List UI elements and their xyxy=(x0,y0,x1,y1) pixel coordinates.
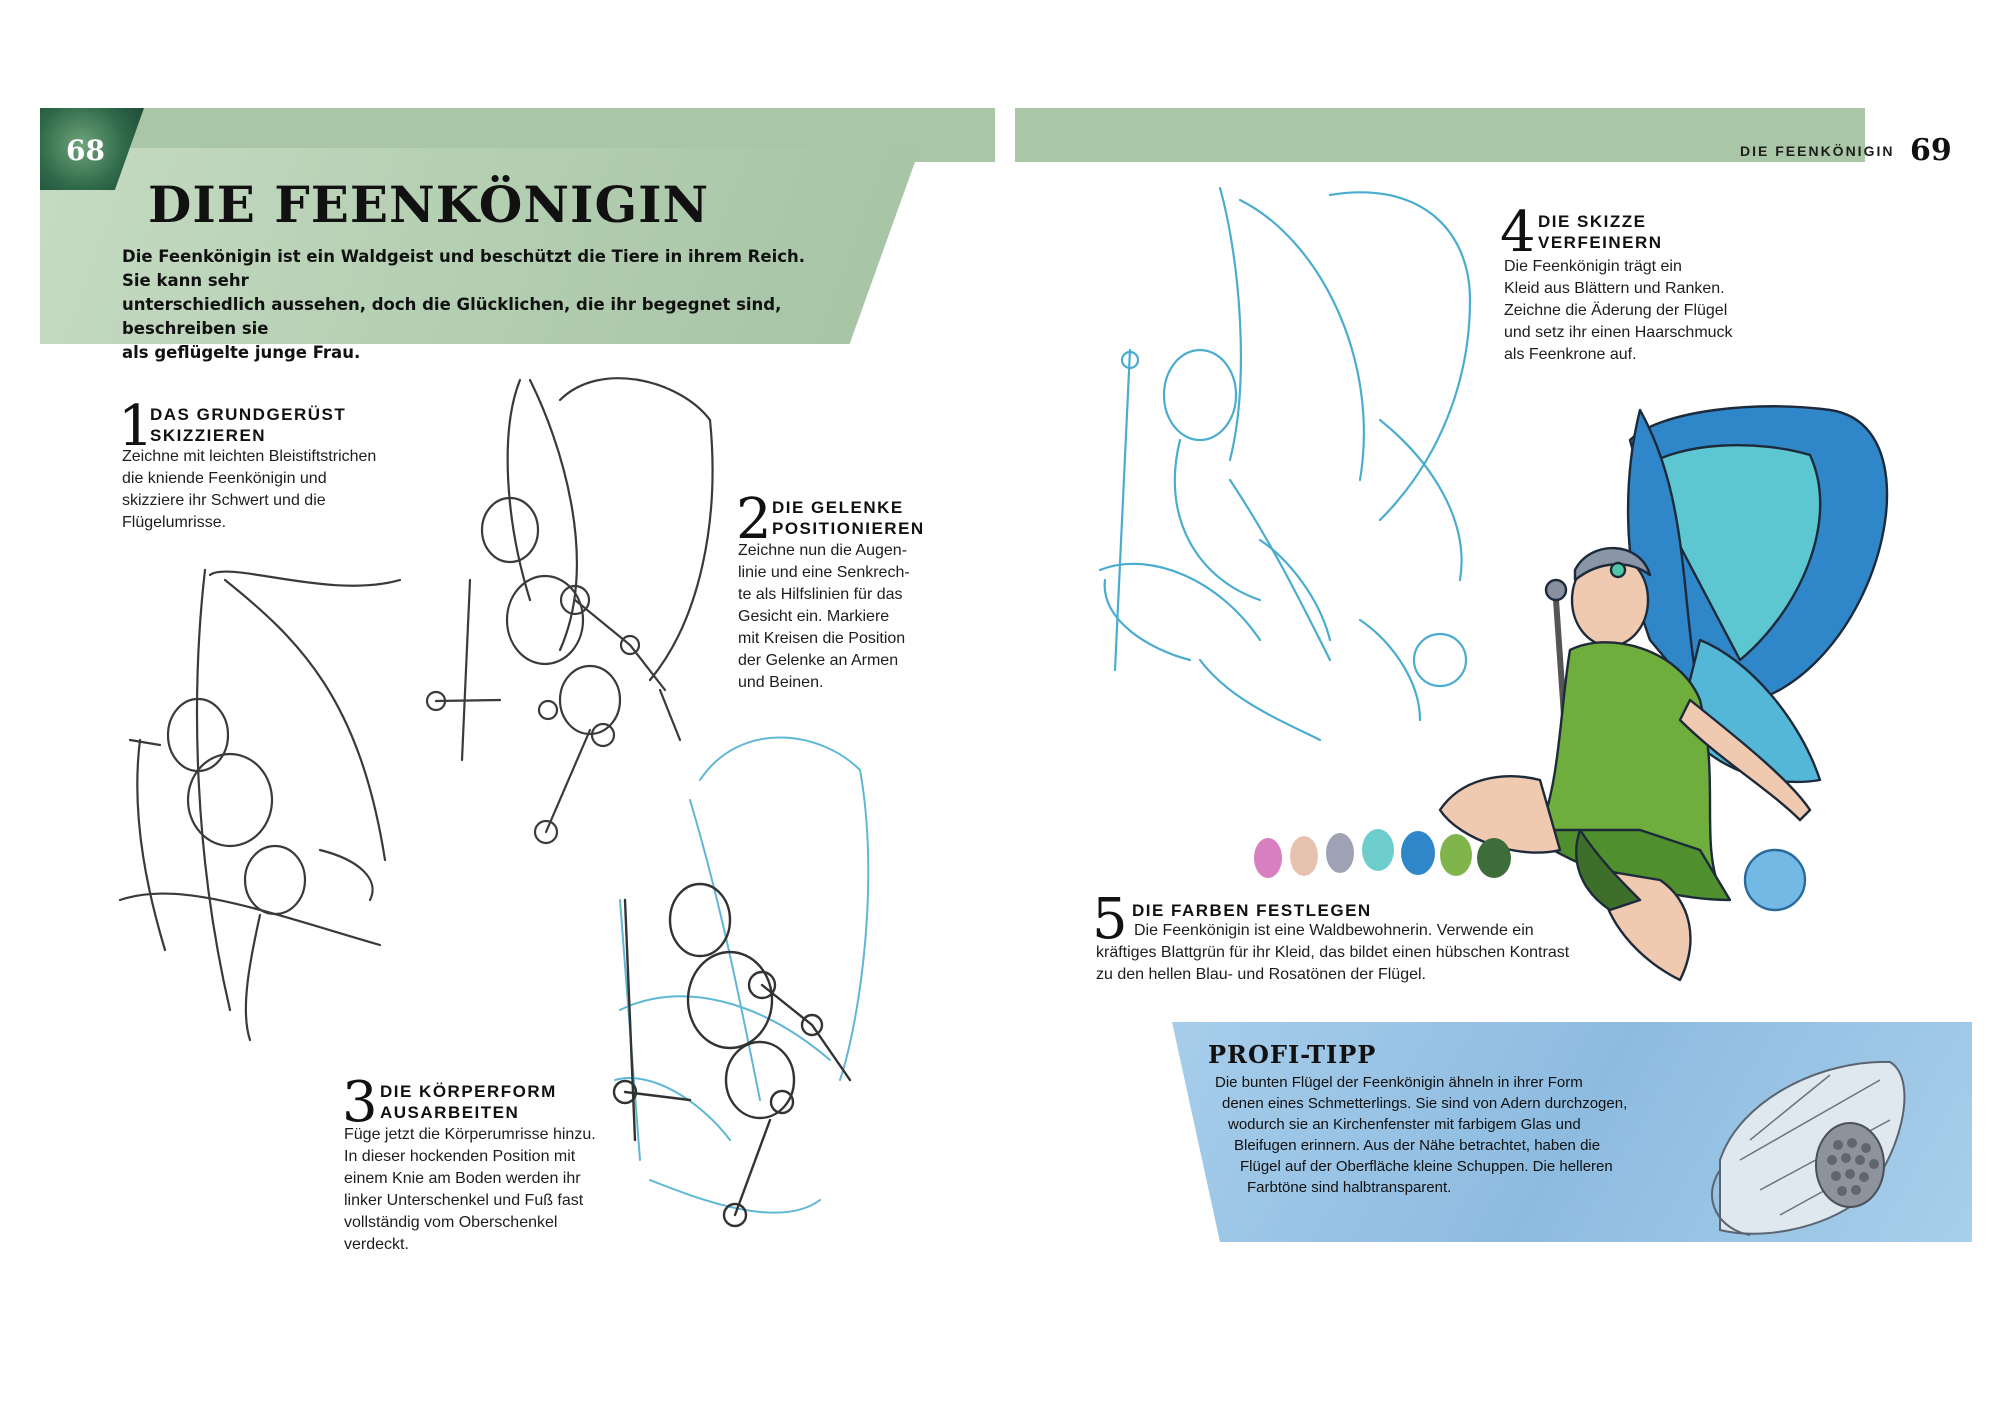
intro-line: als geflügelte junge Frau. xyxy=(122,343,361,362)
step-body-line: Die Feenkönigin trägt ein xyxy=(1504,258,1682,275)
step-body-line: vollständig vom Oberschenkel xyxy=(344,1214,558,1231)
step-4-number: 4 xyxy=(1500,200,1536,265)
step-body-line: als Feenkrone auf. xyxy=(1504,346,1637,363)
step-body-line: mit Kreisen die Position xyxy=(738,630,906,647)
step-body-line: Gesicht ein. Markiere xyxy=(738,608,890,625)
tip-line: Die bunten Flügel der Feenkönigin ähneln in ihrer Form xyxy=(1215,1074,1583,1091)
step-body-line: die kniende Feenkönigin und xyxy=(122,470,327,487)
running-header: DIE FEENKÖNIGIN xyxy=(1740,143,1895,159)
step-body-line: In dieser hockenden Position mit xyxy=(344,1148,576,1165)
page-number-right: 69 xyxy=(1910,133,1952,168)
step-body-line: Die Feenkönigin ist eine Waldbewohnerin. Verwende ein xyxy=(1134,922,1534,939)
step-title-line: POSITIONIEREN xyxy=(772,519,925,538)
step-title-line: SKIZZIEREN xyxy=(150,426,267,445)
step-body-line: Zeichne mit leichten Bleistiftstrichen xyxy=(122,448,377,465)
tip-line: Flügel auf der Oberfläche kleine Schuppen. Die helleren xyxy=(1240,1158,1613,1175)
step-body-line: Kleid aus Blättern und Ranken. xyxy=(1504,280,1725,297)
step-body-line: te als Hilfslinien für das xyxy=(738,586,903,603)
step-title-line: DIE KÖRPERFORM xyxy=(380,1082,557,1101)
step-1-number: 1 xyxy=(118,394,154,459)
step-body-line: Flügelumrisse. xyxy=(122,514,227,531)
step-body-line: kräftiges Blattgrün für ihr Kleid, das bildet einen hübschen Kontrast xyxy=(1096,944,1570,961)
step-body-line: und Beinen. xyxy=(738,674,824,691)
page-number-left: 68 xyxy=(66,134,105,167)
step3-body-sketch xyxy=(614,738,868,1227)
step-body-line: zu den hellen Blau- und Rosatönen der Flügel. xyxy=(1096,966,1426,983)
step-title-line: DIE FARBEN FESTLEGEN xyxy=(1132,901,1372,920)
step-title-line: VERFEINERN xyxy=(1538,233,1663,252)
step-title-line: AUSARBEITEN xyxy=(380,1103,520,1122)
step-body-line: Zeichne die Äderung der Flügel xyxy=(1504,302,1728,319)
step-body-line: skizziere ihr Schwert und die xyxy=(122,492,326,509)
color-swatch-pink xyxy=(1254,838,1282,878)
color-swatch-green xyxy=(1440,834,1472,876)
tip-title: PROFI-TIPP xyxy=(1208,1040,1377,1069)
butterfly-wing-detail xyxy=(1680,1040,1950,1240)
color-swatch-peach xyxy=(1290,836,1318,876)
step-title-line: DIE SKIZZE xyxy=(1538,212,1647,231)
intro-line: unterschiedlich aussehen, doch die Glücklichen, die ihr begegnet sind, beschreiben sie xyxy=(122,295,782,338)
step-5-number: 5 xyxy=(1092,887,1128,952)
color-swatch-turquoise xyxy=(1362,829,1394,871)
step-body-line: verdeckt. xyxy=(344,1236,409,1253)
step-body-line: linie und eine Senkrech- xyxy=(738,564,910,581)
step-body-line: Füge jetzt die Körperumrisse hinzu. xyxy=(344,1126,596,1143)
step-body-line: und setz ihr einen Haarschmuck xyxy=(1504,324,1733,341)
step-body-line: linker Unterschenkel und Fuß fast xyxy=(344,1192,584,1209)
step2-joints-sketch xyxy=(427,378,713,843)
color-swatch-grey xyxy=(1326,833,1354,873)
step-body-line: der Gelenke an Armen xyxy=(738,652,899,669)
color-swatch-blue xyxy=(1401,831,1435,875)
step1-gesture-sketch xyxy=(120,570,400,1040)
tip-line: wodurch sie an Kirchenfenster mit farbigem Glas und xyxy=(1228,1116,1581,1133)
page-title: DIE FEENKÖNIGIN xyxy=(148,175,710,234)
step4-refined-sketch xyxy=(1100,188,1470,740)
step-3-number: 3 xyxy=(342,1070,378,1135)
step-2-number: 2 xyxy=(736,487,772,552)
step-body-line: Zeichne nun die Augen- xyxy=(738,542,908,559)
tip-line: Farbtöne sind halbtransparent. xyxy=(1247,1179,1452,1196)
intro-line: Die Feenkönigin ist ein Waldgeist und beschützt die Tiere in ihrem Reich. Sie kann sehr xyxy=(122,247,806,290)
tip-line: denen eines Schmetterlings. Sie sind von Adern durchzogen, xyxy=(1222,1095,1628,1112)
color-swatch-dark-green xyxy=(1477,838,1511,878)
step-title-line: DIE GELENKE xyxy=(772,498,904,517)
tip-line: Bleifugen erinnern. Aus der Nähe betrachtet, haben die xyxy=(1234,1137,1601,1154)
step-title-line: DAS GRUNDGERÜST xyxy=(150,405,347,424)
step-body-line: einem Knie am Boden werden ihr xyxy=(344,1170,581,1187)
step5-colored-fairy xyxy=(1440,406,1887,980)
